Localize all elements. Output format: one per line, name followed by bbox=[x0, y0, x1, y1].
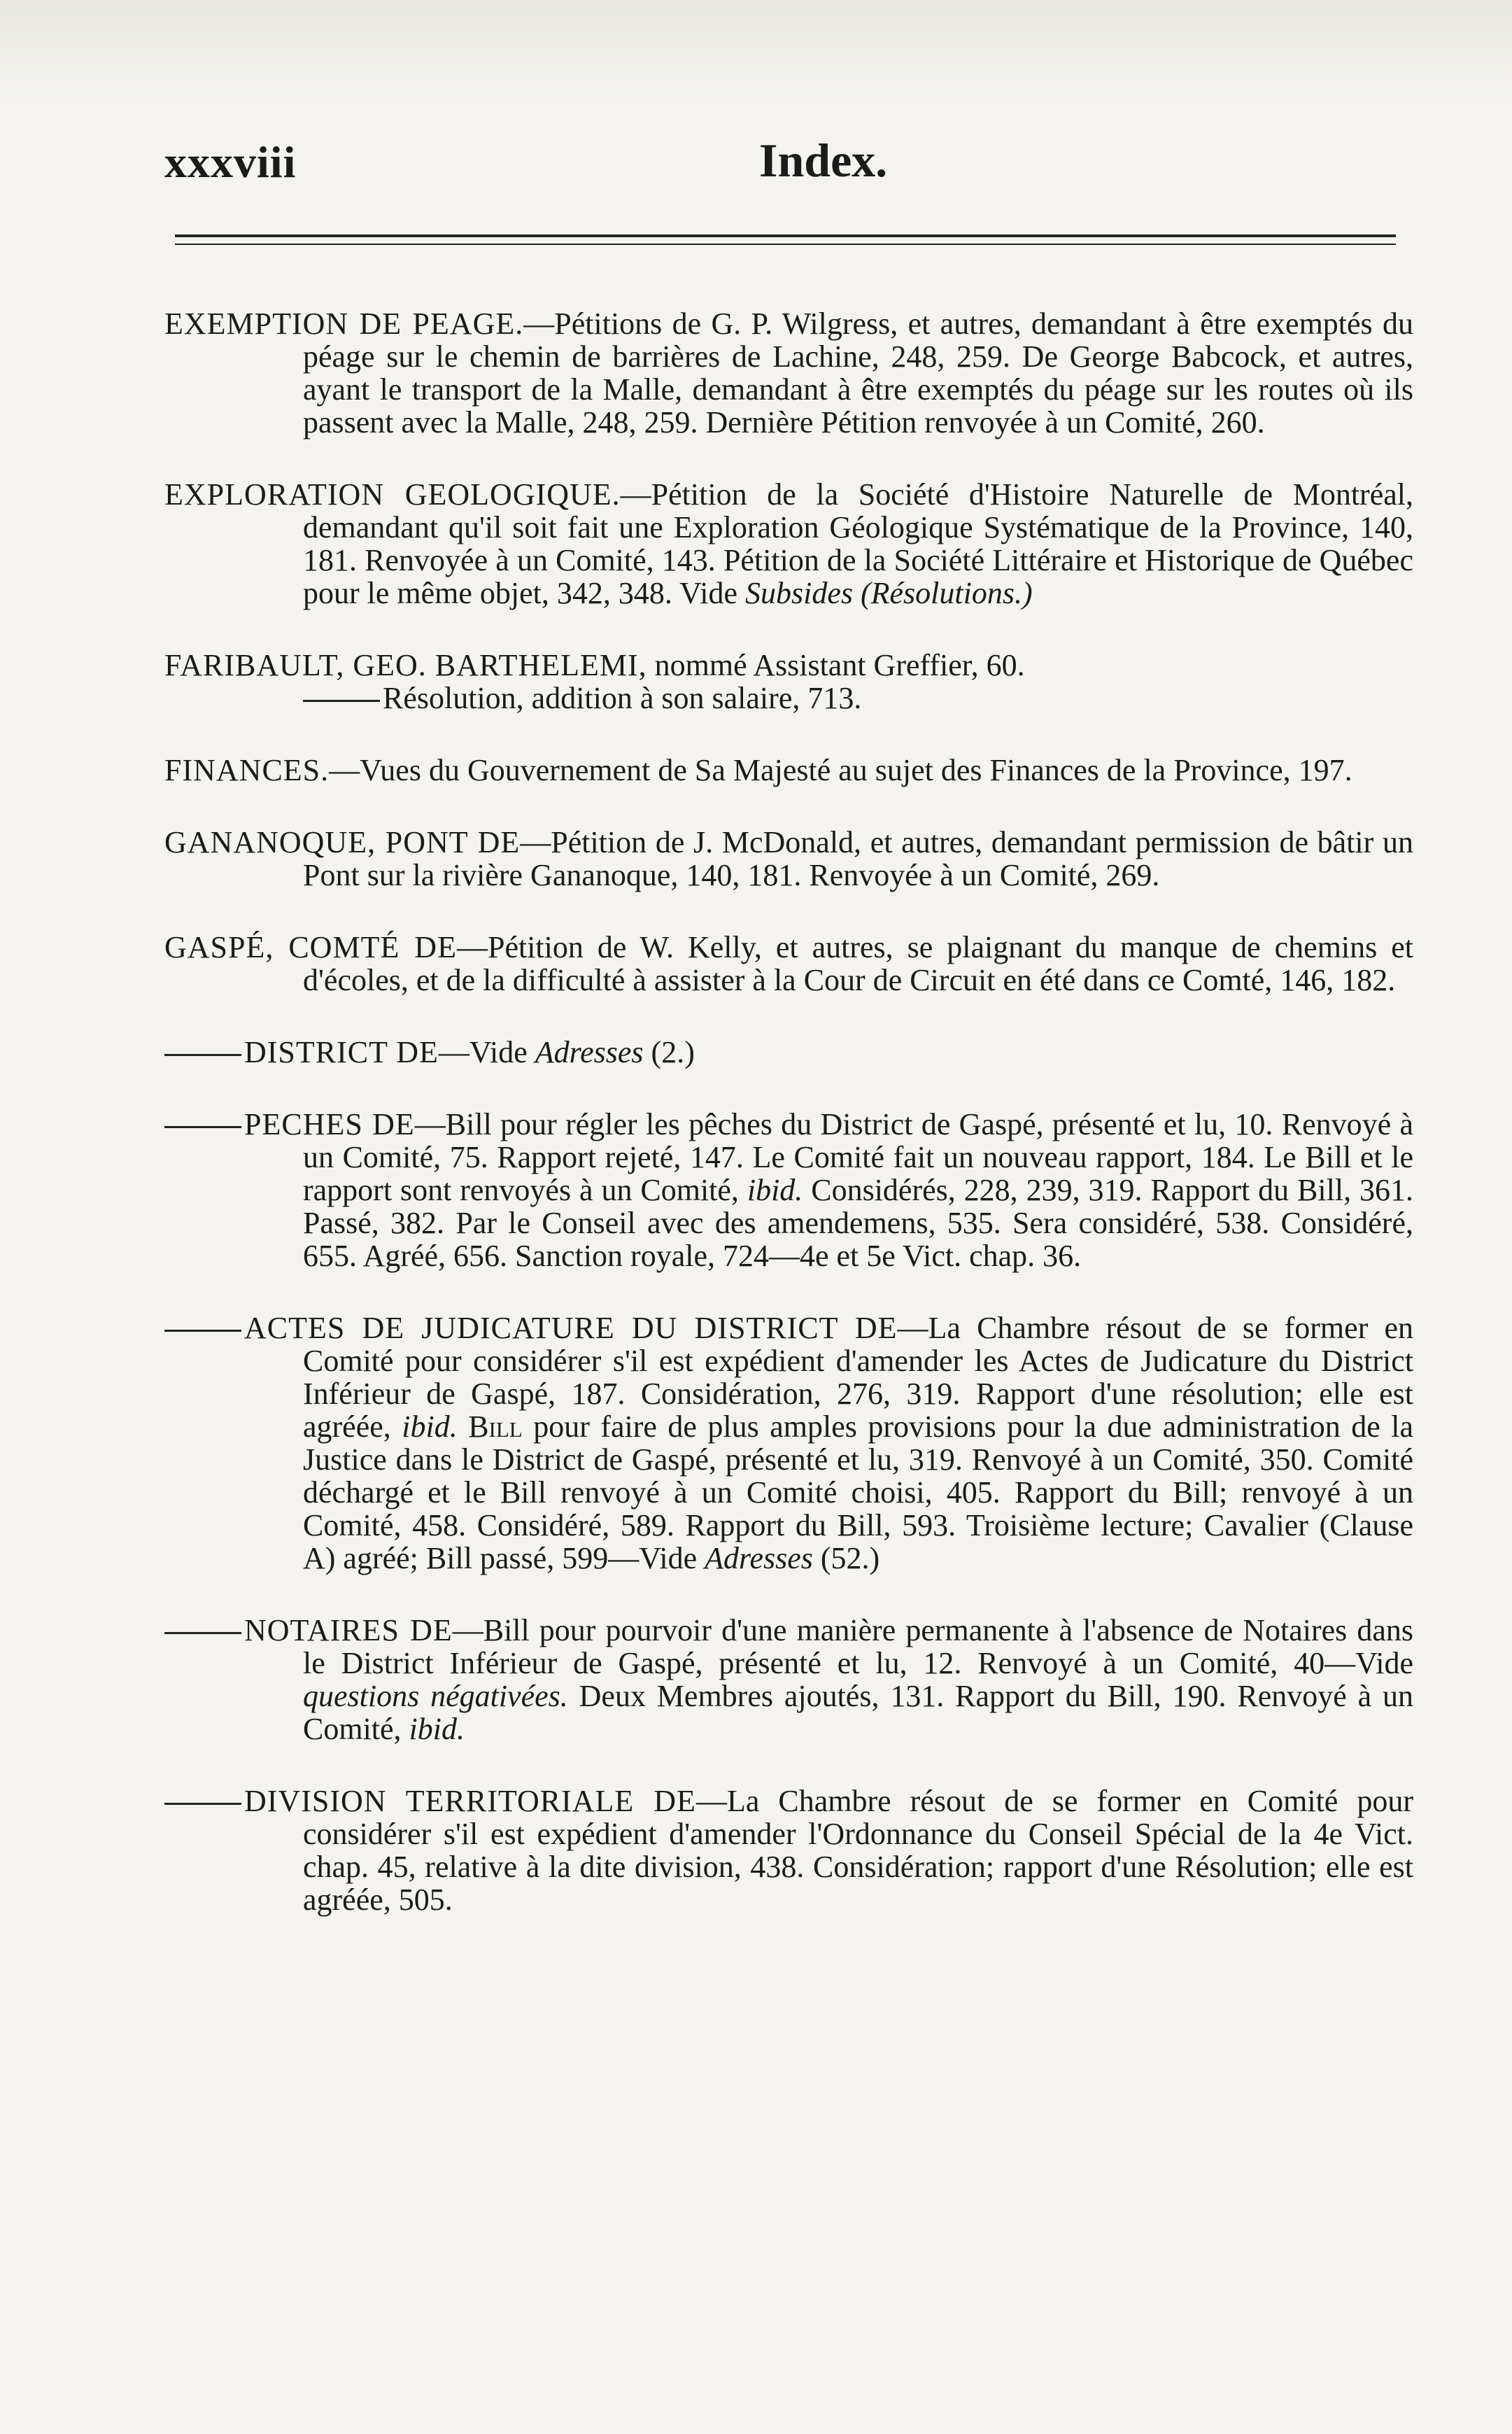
entry-text: —Bill pour pourvoir d'une manière permanente à l'absence de Notaires dans le District Inférieur de Gaspé, présenté et lu, 12. Renvoyé à un Comité, 40—Vide bbox=[303, 1613, 1413, 1680]
entry-text: —Bill pour régler les pêches du District de Gaspé, présenté et lu, 10. Renvoyé à un Comité, 75. Rapport rejeté, 147. Le Comité fait un nouveau rapport, 184. Le Bill et le rapport sont renvoyés à un Comité, bbox=[303, 1107, 1413, 1207]
entry-tail: pour faire de plus amples provisions pour la due administration de la Justice dans le District de Gaspé, présenté et lu, 319. Renvoyé à un Comité, 350. Comité déchargé et le Bill renvoyé à un Comité choisi, 405. Rapport du Bill; renvoyé à un Comité, 458. Considéré, 589. Rapport du Bill, 593. Troisième lecture; Cavalier (Clause A) agréé; Bill passé, 599—Vide bbox=[303, 1409, 1413, 1575]
entry-text: nommé Assistant Greffier, 60. bbox=[647, 648, 1025, 682]
page-title: Index. bbox=[759, 134, 888, 187]
repeat-dash bbox=[164, 1632, 241, 1634]
entry-heading: NOTAIRES DE bbox=[244, 1613, 453, 1647]
entry-heading: ACTES DE JUDICATURE DU DISTRICT DE bbox=[244, 1311, 898, 1345]
index-entry bbox=[164, 478, 1413, 610]
index-entry bbox=[164, 1108, 1413, 1272]
index-entry bbox=[164, 649, 1413, 715]
index-entry bbox=[164, 754, 1413, 787]
repeat-dash bbox=[164, 1126, 241, 1128]
entry-text: —Pétitions de G. P. Wilgress, et autres, demandant à être exemptés du péage sur le chemin de barrières de Lachine, 248, 259. De George Babcock, et autres, ayant le transport de la Malle, demandant à être exemptés du péage sur les routes où ils passent avec la Malle, 248, 259. Dernière Pétition renvoyée à un Comité, 260. bbox=[303, 307, 1413, 439]
entry-heading: GASPÉ, COMTÉ DE bbox=[164, 930, 457, 964]
entry-tail: (52.) bbox=[812, 1541, 880, 1575]
page-edge-stain bbox=[0, 0, 1512, 105]
index-entry bbox=[164, 826, 1413, 892]
entry-heading: EXEMPTION DE PEAGE. bbox=[164, 307, 524, 341]
repeat-dash bbox=[164, 1330, 241, 1332]
entry-italic: ibid. bbox=[409, 1712, 465, 1746]
entry-heading: FARIBAULT, GEO. BARTHELEMI, bbox=[164, 648, 647, 682]
entry-italic: Adresses bbox=[535, 1035, 644, 1069]
index-entry bbox=[164, 1036, 1413, 1069]
entry-heading: DIVISION TERRITORIALE DE bbox=[244, 1784, 696, 1818]
index-entry bbox=[164, 1311, 1413, 1575]
subentry-text: Résolution, addition à son salaire, 713. bbox=[383, 681, 862, 715]
repeat-dash bbox=[164, 1803, 241, 1805]
page-number: xxxviii bbox=[164, 137, 297, 187]
entry-text: —Pétition de W. Kelly, et autres, se plaignant du manque de chemins et d'écoles, et de la difficulté à assister à la Cour de Circuit en été dans ce Comté, 146, 182. bbox=[303, 930, 1413, 997]
entry-italic: ibid. bbox=[402, 1409, 458, 1444]
entry-text: —La Chambre résout de se former en Comité pour considérer s'il est expédient d'amender l'Ordonnance du Conseil Spécial de la 4e Vict. chap. 45, relative à la dite division, 438. Considération; rapport d'une Résolution; elle est agréée, 505. bbox=[303, 1784, 1414, 1917]
entry-text: —Vide bbox=[438, 1035, 535, 1069]
header-rule-thin bbox=[175, 244, 1396, 245]
entry-tail: Considérés, 228, 239, 319. Rapport du Bill, 361. Passé, 382. Par le Conseil avec des amendemens, 535. Sera considéré, 538. Considéré, 655. Agréé, 656. Sanction royale, 724—4e et 5e Vict. chap. 36. bbox=[303, 1173, 1413, 1273]
entry-heading: DISTRICT DE bbox=[244, 1035, 439, 1069]
entry-text: —Pétition de J. McDonald, et autres, demandant permission de bâtir un Pont sur la rivière Gananoque, 140, 181. Renvoyée à un Comité, 269. bbox=[303, 825, 1414, 892]
entry-subentry bbox=[303, 682, 1413, 715]
repeat-dash bbox=[303, 700, 380, 702]
index-entry bbox=[164, 931, 1413, 997]
entry-tail: (2.) bbox=[643, 1035, 695, 1069]
entry-heading: FINANCES. bbox=[164, 753, 330, 787]
entry-italic: ibid. bbox=[747, 1173, 803, 1207]
entry-bill-label: Bill bbox=[468, 1409, 523, 1444]
index-entry bbox=[164, 1614, 1413, 1745]
index-entry bbox=[164, 307, 1413, 439]
entry-italic: Subsides (Résolutions.) bbox=[744, 576, 1033, 610]
index-body bbox=[164, 276, 1413, 1955]
entry-italic: questions négativées. bbox=[303, 1679, 568, 1713]
entry-italic: Adresses bbox=[705, 1541, 813, 1575]
repeat-dash bbox=[164, 1054, 241, 1056]
entry-tail: Deux Membres ajoutés, 131. Rapport du Bill, 190. Renvoyé à un Comité, bbox=[303, 1679, 1414, 1746]
header-rule-thick bbox=[175, 234, 1396, 237]
entry-text: —Vues du Gouvernement de Sa Majesté au sujet des Finances de la Province, 197. bbox=[329, 753, 1352, 787]
index-entry bbox=[164, 1785, 1413, 1916]
entry-text: —La Chambre résout de se former en Comité pour considérer s'il est expédient d'amender les Actes de Judicature du District Inférieur de Gaspé, 187. Considération, 276, 319. Rapport d'une résolution; elle est agréée, bbox=[303, 1311, 1414, 1444]
entry-heading: GANANOQUE, PONT DE bbox=[164, 825, 521, 859]
entry-text: —Pétition de la Société d'Histoire Naturelle de Montréal, demandant qu'il soit fait une Exploration Géologique Systématique de la Province, 140, 181. Renvoyée à un Comité, 143. Pétition de la Société Littéraire et Historique de Québec pour le même objet, 342, 348. Vide bbox=[303, 477, 1413, 610]
entry-heading: PECHES DE bbox=[244, 1107, 415, 1141]
entry-heading: EXPLORATION GEOLOGIQUE. bbox=[164, 477, 621, 512]
